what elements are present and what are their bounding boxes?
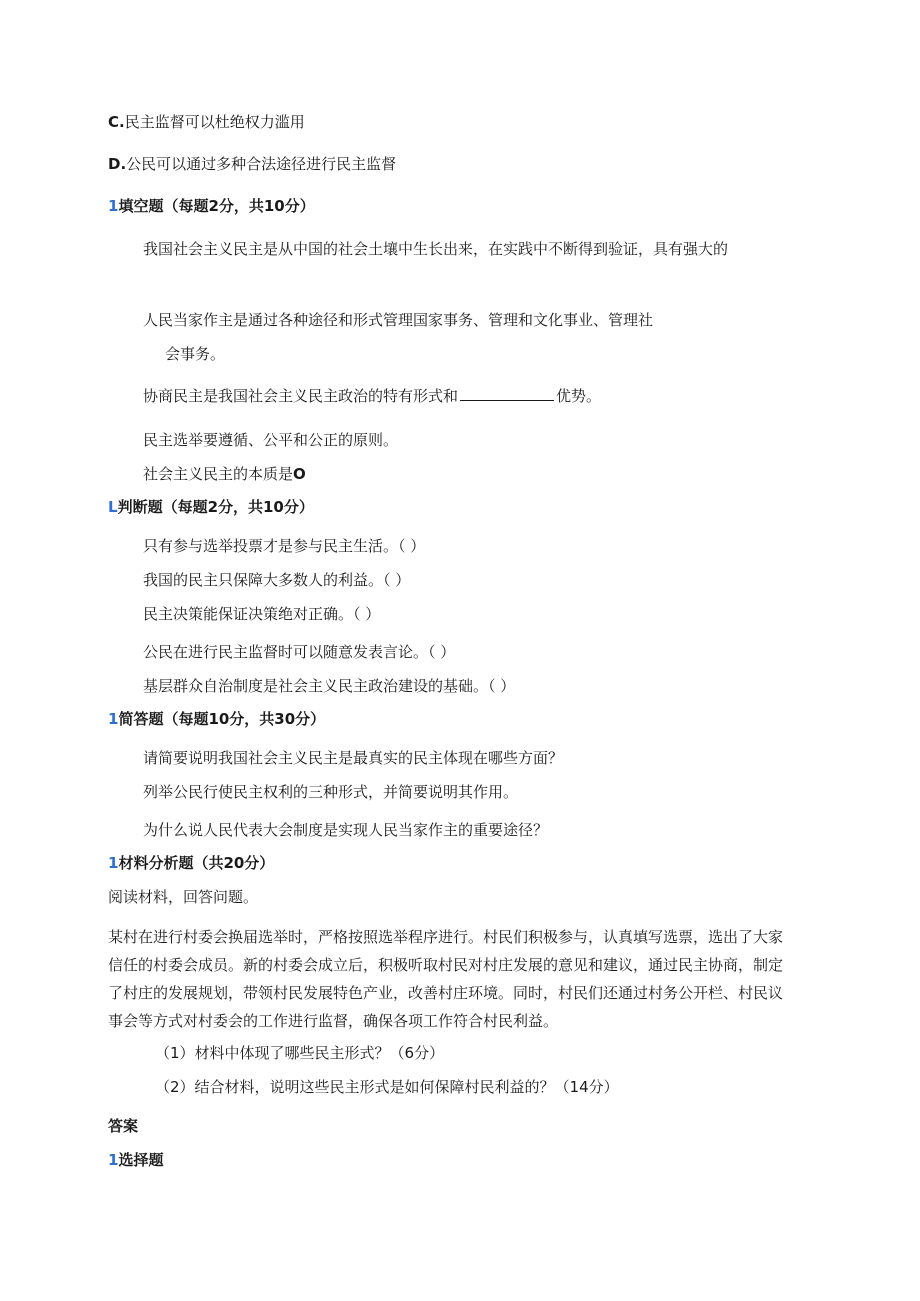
material-passage-line: 某村在进行村委会换届选举时，严格按照选举程序进行。村民们积极参与，认真填写选票，选出了大家 <box>108 928 784 946</box>
material-question-1: （1）材料中体现了哪些民主形式？（6分） <box>155 1044 445 1062</box>
fill-question-2-line-2: 会事务。 <box>165 345 226 363</box>
true-false-item: 只有参与选举投票才是参与民主生活。（ ） <box>143 537 426 555</box>
short-answer-item: 列举公民行使民主权利的三种形式，并简要说明其作用。 <box>143 783 519 801</box>
question-text: 协商民主是我国社会主义民主政治的特有形式和 <box>143 387 459 405</box>
material-passage-line: 信任的村委会成员。新的村委会成立后，积极听取村民对村庄发展的意见和建议，通过民主协商，制定 <box>108 956 784 974</box>
answer-blank <box>460 386 554 401</box>
true-false-item: 我国的民主只保障大多数人的利益。（ ） <box>143 571 411 589</box>
section-heading-fill-blank <box>108 196 315 216</box>
section-heading-short-answer <box>108 709 325 729</box>
short-answer-item: 请简要说明我国社会主义民主是最真实的民主体现在哪些方面？ <box>143 749 564 767</box>
option-letter: C. <box>108 113 125 131</box>
fill-question-5 <box>143 464 306 484</box>
answers-heading: 答案 <box>108 1117 139 1135</box>
question-text: 社会主义民主的本质是 <box>143 465 294 483</box>
material-question-2: （2）结合材料，说明这些民主形式是如何保障村民利益的？（14分） <box>155 1078 619 1096</box>
option-letter: D. <box>108 155 127 173</box>
section-title: 材料分析题（共20分） <box>118 854 275 872</box>
fill-question-3 <box>143 386 601 406</box>
material-intro: 阅读材料，回答问题。 <box>108 888 259 906</box>
section-marker: L <box>108 498 118 516</box>
material-passage-line: 了村庄的发展规划，带领村民发展特色产业，改善村庄环境。同时，村民们还通过村务公开栏、村民议 <box>108 984 784 1002</box>
choice-option-d <box>108 154 396 174</box>
fill-question-1: 我国社会主义民主是从中国的社会土壤中生长出来，在实践中不断得到验证，具有强大的 <box>143 240 729 258</box>
section-heading-material <box>108 853 274 873</box>
section-marker: 1 <box>108 854 119 872</box>
section-heading-true-false <box>108 497 314 517</box>
section-marker: 1 <box>108 1151 119 1169</box>
question-text-end: 优势。 <box>556 387 602 405</box>
short-answer-item: 为什么说人民代表大会制度是实现人民当家作主的重要途径？ <box>143 821 549 839</box>
true-false-item: 民主决策能保证决策绝对正确。（ ） <box>143 605 381 623</box>
choice-option-c <box>108 112 305 132</box>
section-title: 填空题（每题2分，共10分） <box>118 197 315 215</box>
true-false-item: 公民在进行民主监督时可以随意发表言论。（ ） <box>143 643 456 661</box>
answers-subheading-choice <box>108 1150 163 1170</box>
section-marker: 1 <box>108 197 119 215</box>
question-end-mark: O <box>293 465 306 483</box>
section-title: 简答题（每题10分，共30分） <box>118 710 326 728</box>
true-false-item: 基层群众自治制度是社会主义民主政治建设的基础。（ ） <box>143 677 516 695</box>
section-marker: 1 <box>108 710 119 728</box>
material-passage-line: 事会等方式对村委会的工作进行监督，确保各项工作符合村民利益。 <box>108 1012 559 1030</box>
option-text: 公民可以通过多种合法途径进行民主监督 <box>126 155 397 173</box>
option-text: 民主监督可以杜绝权力滥用 <box>124 113 305 131</box>
fill-question-4: 民主选举要遵循、公平和公正的原则。 <box>143 431 399 449</box>
section-title: 判断题（每题2分，共10分） <box>117 498 314 516</box>
section-title: 选择题 <box>118 1151 164 1169</box>
fill-question-2-line-1: 人民当家作主是通过各种途径和形式管理国家事务、管理和文化事业、管理社 <box>143 311 654 329</box>
